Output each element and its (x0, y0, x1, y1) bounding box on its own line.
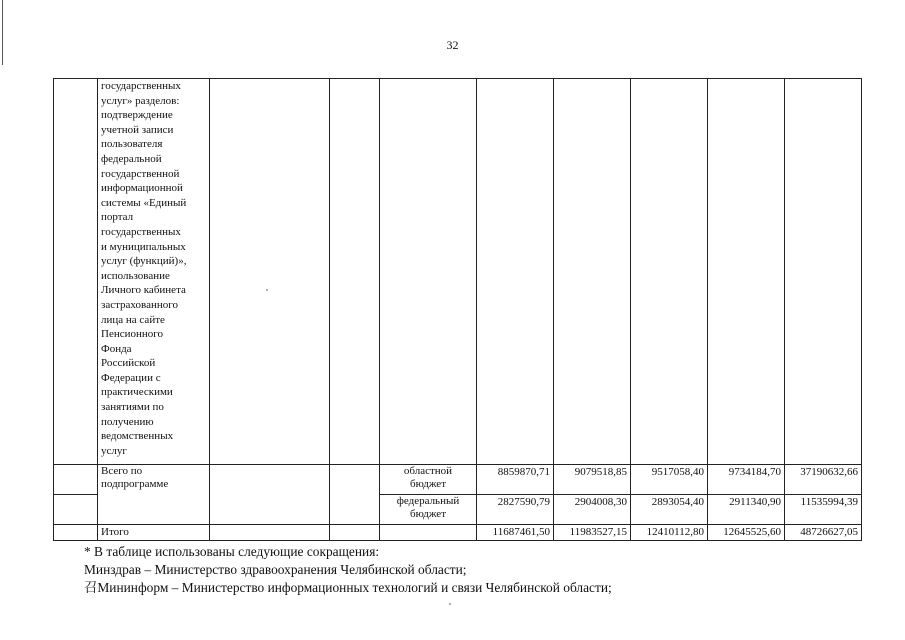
row-number-cell (54, 495, 98, 525)
federal-value: 2893054,40 (631, 495, 708, 525)
page-number: 32 (446, 38, 459, 52)
row-number-cell (54, 465, 98, 495)
table-row-description (54, 79, 862, 465)
subprogram-label: Всего по подпрограмме (98, 465, 210, 525)
funding-source-federal: федеральный бюджет (380, 495, 477, 525)
federal-value: 2904008,30 (554, 495, 631, 525)
budget-table (53, 78, 862, 541)
empty-cell (554, 79, 631, 465)
regional-value: 9517058,40 (631, 465, 708, 495)
empty-cell (210, 525, 330, 541)
empty-cell (330, 79, 380, 465)
total-value: 11687461,50 (477, 525, 554, 541)
empty-cell (210, 465, 330, 525)
funding-source-regional: областной бюджет (380, 465, 477, 495)
federal-value-total: 11535994,39 (785, 495, 862, 525)
regional-value: 8859870,71 (477, 465, 554, 495)
footnote-abbreviation: Минздрав – Министерство здравоохранения Челябинской области; (84, 562, 467, 577)
total-label: Итого (98, 525, 210, 541)
empty-cell (477, 79, 554, 465)
table-row-total (54, 525, 862, 541)
empty-cell (631, 79, 708, 465)
empty-cell (330, 525, 380, 541)
regional-value: 9079518,85 (554, 465, 631, 495)
regional-value: 9734184,70 (708, 465, 785, 495)
total-value: 12410112,80 (631, 525, 708, 541)
empty-cell (210, 79, 330, 465)
total-value: 12645525,60 (708, 525, 785, 541)
scan-edge-line (2, 0, 3, 65)
empty-cell (380, 79, 477, 465)
row-number-cell (54, 79, 98, 465)
description-cell: государственных услуг» разделов: подтверждение учетной записи пользователя федеральной государственной информационной системы «Единый портал государственных и муниципальных услуг (функций)», использование Личного кабинета застрахованного лица на сайте Пенсионного Фонда Российской Федерации с практическими занятиями по получению ведомственных услуг (98, 79, 210, 465)
regional-value-total: 37190632,66 (785, 465, 862, 495)
federal-value: 2911340,90 (708, 495, 785, 525)
footnotes (84, 543, 612, 597)
empty-cell (380, 525, 477, 541)
empty-cell (785, 79, 862, 465)
federal-value: 2827590,79 (477, 495, 554, 525)
total-value: 11983527,15 (554, 525, 631, 541)
scan-speck (449, 603, 451, 605)
empty-cell (330, 465, 380, 525)
grand-total-value: 48726627,05 (785, 525, 862, 541)
empty-cell (708, 79, 785, 465)
row-number-cell (54, 525, 98, 541)
footnote-title: * В таблице использованы следующие сокращения: (84, 544, 380, 559)
footnote-abbreviation: 召Мининформ – Министерство информационных технологий и связи Челябинской области; (84, 580, 612, 595)
table-row-regional (54, 465, 862, 495)
